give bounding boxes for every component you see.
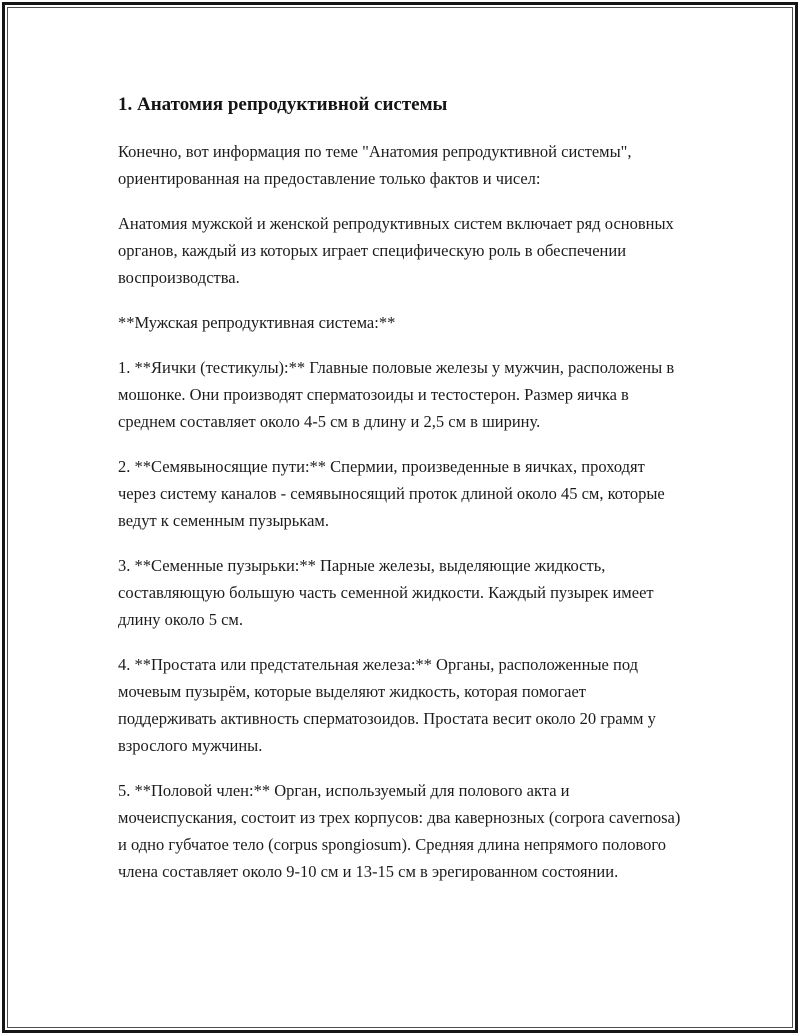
page-outer-border [2, 2, 798, 1033]
page-inner-border [7, 7, 793, 1028]
overview-paragraph: Анатомия мужской и женской репродуктивных систем включает ряд основных органов, каждый из которых играет специфическую роль в обеспечении воспроизводства. [118, 214, 674, 287]
intro-paragraph: Конечно, вот информация по теме "Анатомия репродуктивной системы", ориентированная на предоставление только фактов и чисел: [118, 142, 632, 188]
section-heading-male-system: **Мужская репродуктивная система:** [118, 313, 396, 332]
list-item-prostate: 4. **Простата или предстательная железа:** Органы, расположенные под мочевым пузырём, которые выделяют жидкость, которая помогает поддерживать активность сперматозоидов. Простата весит около 20 грамм у взрослого мужчины. [118, 655, 656, 755]
document-content [118, 92, 684, 903]
list-item-penis: 5. **Половой член:** Орган, используемый для полового акта и мочеиспускания, состоит из трех корпусов: два кавернозных (corpora cavernosa) и одно губчатое тело (corpus spongiosum). Средняя длина непрямого полового члена составляет около 9-10 см и 13-15 см в эрегированном состоянии. [118, 781, 681, 881]
list-item-seminal-vesicles: 3. **Семенные пузырьки:** Парные железы, выделяющие жидкость, составляющую большую часть семенной жидкости. Каждый пузырек имеет длину около 5 см. [118, 556, 654, 629]
list-item-testicles: 1. **Яички (тестикулы):** Главные половые железы у мужчин, расположены в мошонке. Они производят сперматозоиды и тестостерон. Размер яичка в среднем составляет около 4-5 см в длину и 2,5 см в ширину. [118, 358, 675, 431]
list-item-vas-deferens: 2. **Семявыносящие пути:** Спермии, произведенные в яичках, проходят через систему каналов - семявыносящий проток длиной около 45 см, которые ведут к семенным пузырькам. [118, 457, 665, 530]
page-title: 1. Анатомия репродуктивной системы [118, 94, 448, 115]
